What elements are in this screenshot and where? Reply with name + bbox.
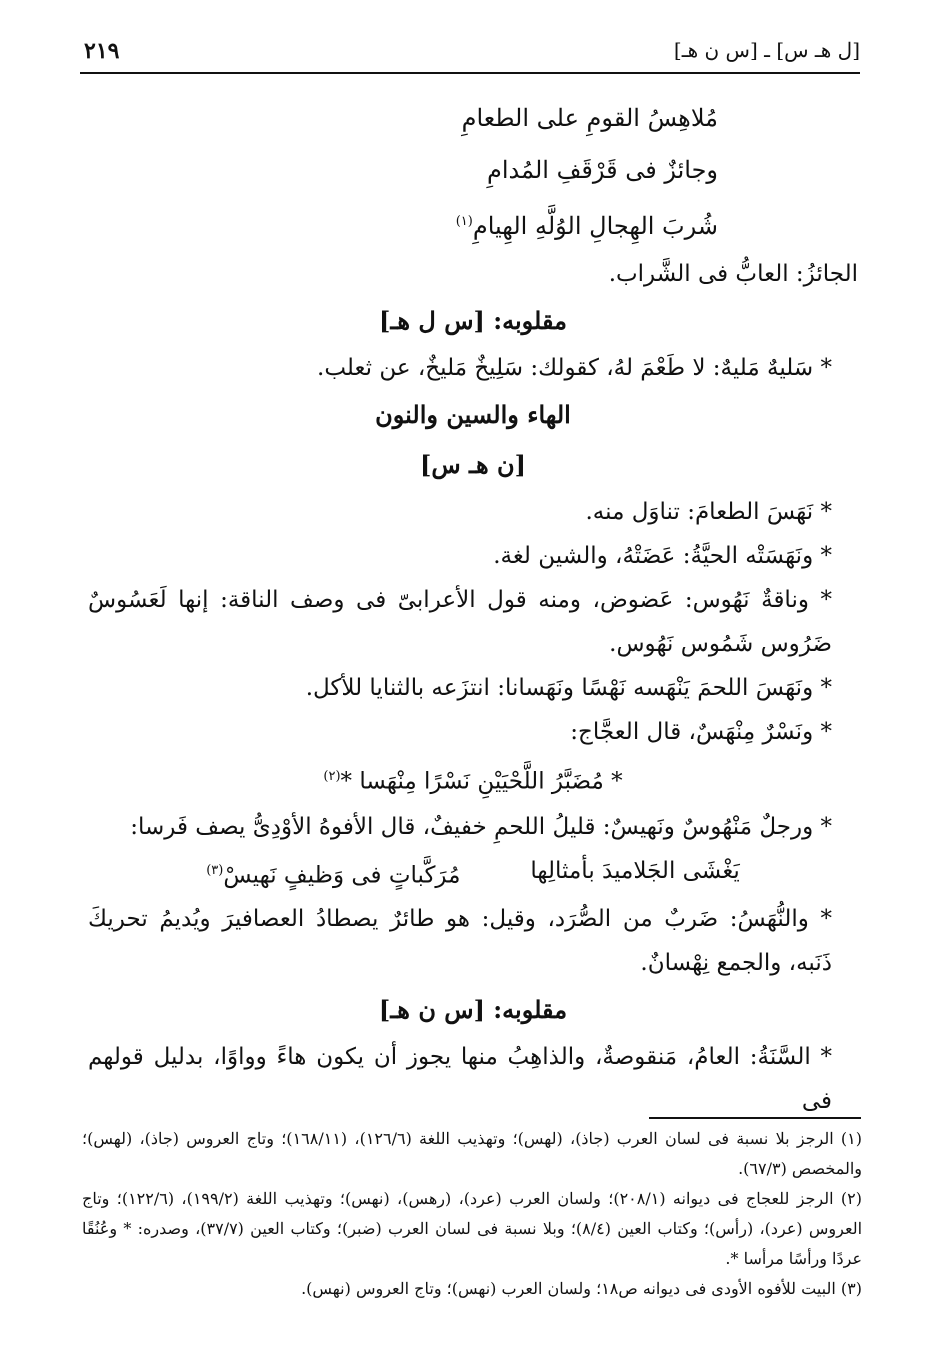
paragraph-nuhas: * والنُّهَسُ: ضَربٌ من الصُّرَد، وقيل: هو طائرٌ يصطادُ العصافيرَ ويُديمُ تحريكَ ذَنَبه، والجمع نِهْسانٌ. [88,906,832,977]
bayt-line [88,849,858,898]
bayt-second-hemistich-wrap [206,849,460,898]
rajaz-text: * مُضَبَّرُ اللَّحْيَيْنِ نَسْرًا مِنْهَسا * [340,768,623,795]
paragraph-jaiz: الجائزُ: العابُّ فى الشَّراب. [608,261,858,287]
paragraph-nahasathu: * ونَهَسَتْه الحيَّةُ: عَضَتْهُ، والشين لغة. [493,543,832,569]
paragraph-lahm: * ونَهَسَ اللحمَ يَنْهَسه نَهْسًا ونَهَسانا: انتزَعه بالثنايا للأكل. [305,675,832,701]
paragraph-naqa: * وناقةٌ نَهُوس: عَضوض، ومنه قول الأعرابىّ فى وصف الناقة: إنها لَعَسُوسٌ ضَرُوس شَمُوس نَهُوس. [88,587,832,657]
footnote-1: (١) الرجز بلا نسبة فى لسان العرب (جاذ)، (لهس)؛ وتهذيب اللغة (١٢٦/٦)، (١٦٨/١١)؛ وتاج العروس (جاذ)، (لهس)؛ والمخصص (٦٧/٣). [82,1129,863,1178]
bayt-first-hemistich: يَغْشَى الجَلاميدَ بأمثالِها [530,857,740,884]
verse-line-3-text: شُربَ الهِجالِ الوُلَّهِ الهِيامِ [472,212,718,240]
paragraph-rajul: * ورجلٌ مَنْهُوسٌ ونَهيسٌ: قليلُ اللحمِ خفيفٌ، قال الأفوهُ الأوْدِىُّ يصف فَرسا: [130,813,832,840]
page-header [80,34,860,70]
verse-line-3 [88,196,858,252]
footnote-2: (٢) الرجز للعجاج فى ديوانه (٢٠٨/١)؛ ولسان العرب (عرد)، (رهس)، (نهس)؛ وتهذيب اللغة (١٩٩/٢)، (١٢٢/٦)؛ وتاج العروس (عرد)، (رأس)؛ وكتاب العين (٨/٤)؛ وبلا نسبة فى لسان العرب (ضبر)؛ وكتاب العين (٣٧/٧)، وصدره: * وعُنُقًا عردًا ورأسًا مرأسا *. [82,1189,863,1268]
verse-line-2: وجائزٌ فى قَرْقَفِ المُدامِ [486,156,718,184]
heading-maqlub-2: مقلوبه: [س ن هـ] [378,995,568,1025]
page-number: ٢١٩ [84,38,120,64]
header-rule [80,72,860,74]
footnote-ref-3: (٣) [206,862,224,878]
main-text [88,92,858,1123]
bayt-second-hemistich: مُرَكَّباتٍ فى وَظيفٍ نَهيسْ [223,862,461,889]
footnote-ref-1: (١) [455,214,473,229]
paragraph-nasr: * ونَسْرٌ مِنْهَسٌ، قال العجَّاج: [570,719,832,745]
footnote-3: (٣) البيت للأفوه الأودى فى ديوانه ص١٨؛ ولسان العرب (نهس)؛ وتاج العروس (نهس). [301,1279,862,1298]
rajaz-line [88,754,858,805]
heading-maqlub-1: مقلوبه: [س ل هـ] [379,306,567,335]
paragraph-nahasa: * نَهَسَ الطعامَ: تناوَل منه. [585,499,832,525]
running-title: [ل هـ س] ـ [س ن هـ] [673,38,860,62]
paragraph-salih: * سَليهٌ مَليهٌ: لا طَعْمَ لهُ، كقولك: سَلِيخٌ مَليخٌ، عن ثعلب. [317,355,832,381]
heading-chapter: الهاء والسين والنون [375,400,571,429]
verse-line-1: مُلاهِسُ القومِ على الطعامِ [461,104,718,132]
footnote-rule [649,1117,861,1119]
footnote-ref-2: (٢) [323,769,341,784]
paragraph-sana: * السَّنَةُ: العامُ، مَنقوصةٌ، والذاهِبُ منها يجوز أن يكون هاءً وواوًا، بدليل قولهم فى [88,1044,832,1115]
footnotes [82,1124,862,1304]
heading-root: [ن هـ س] [419,450,527,479]
